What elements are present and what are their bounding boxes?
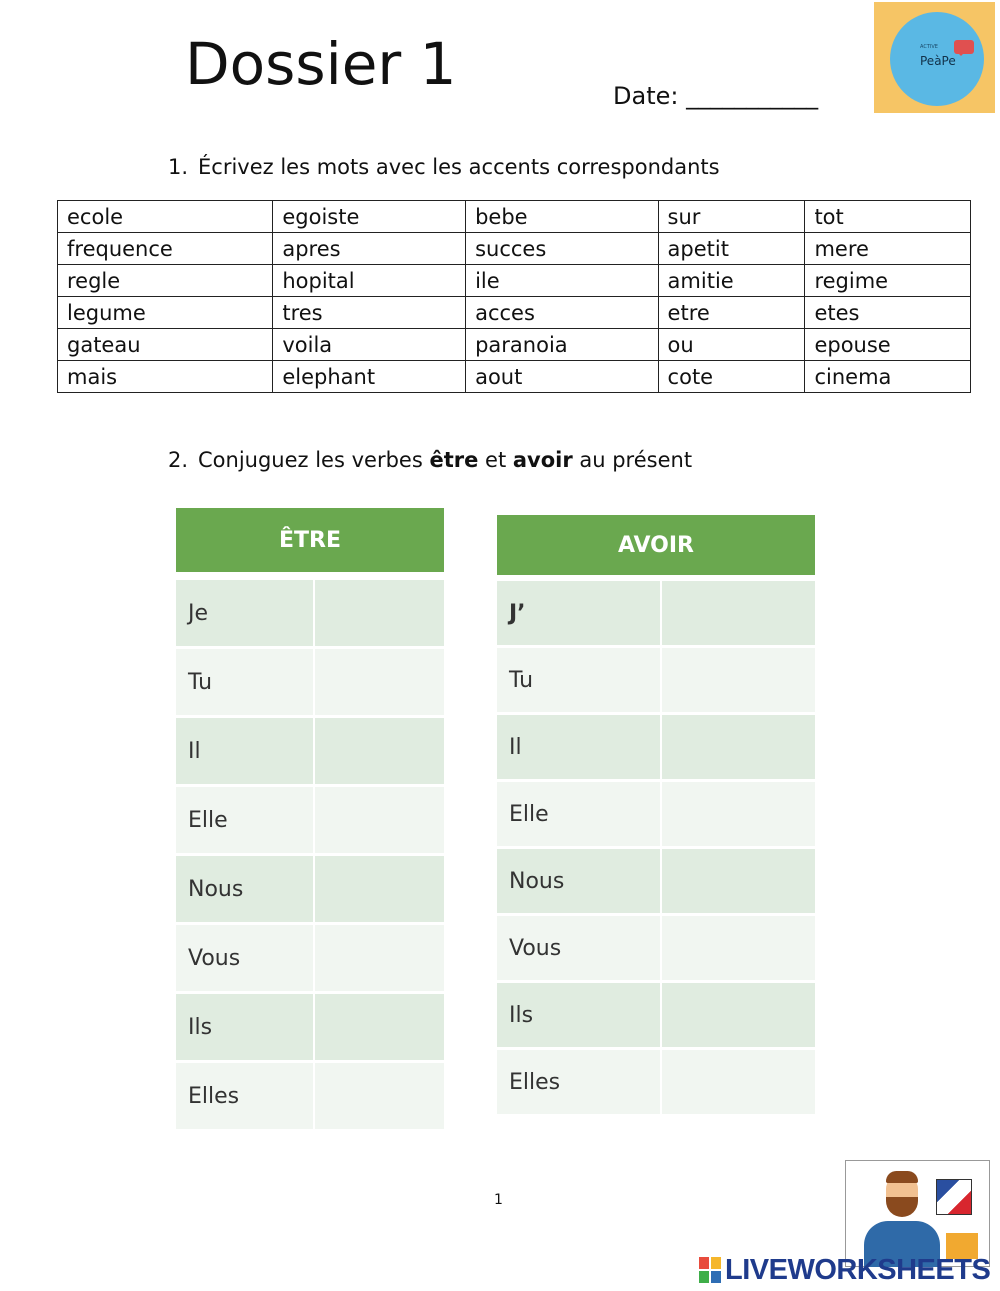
question-1 <box>168 155 720 179</box>
word-cell[interactable]: egoiste <box>273 201 466 233</box>
table-row <box>58 233 971 265</box>
question-2-text-middle: et <box>478 448 513 472</box>
avoir-answer-field[interactable] <box>660 849 815 916</box>
etre-row <box>176 787 444 856</box>
table-row <box>58 265 971 297</box>
avoir-answer-field[interactable] <box>660 916 815 983</box>
avoir-row <box>497 648 815 715</box>
word-cell[interactable]: succes <box>466 233 658 265</box>
avoir-pronoun: Ils <box>497 983 660 1050</box>
word-cell[interactable]: regle <box>58 265 273 297</box>
verb-avoir: avoir <box>512 448 573 472</box>
avoir-pronoun: J’ <box>497 581 660 648</box>
word-cell[interactable]: legume <box>58 297 273 329</box>
word-cell[interactable]: ile <box>466 265 658 297</box>
logo-name: PeàPe <box>920 54 956 68</box>
etre-pronoun: Nous <box>176 856 313 925</box>
word-cell[interactable]: apetit <box>658 233 805 265</box>
flag-icon <box>936 1179 972 1215</box>
avoir-row <box>497 782 815 849</box>
logo-small-text: ACTIVE <box>920 44 938 50</box>
etre-pronoun: Tu <box>176 649 313 718</box>
word-cell[interactable]: frequence <box>58 233 273 265</box>
liveworksheets-wordmark: LIVEWORKSHEETS <box>725 1253 991 1286</box>
etre-row <box>176 994 444 1063</box>
etre-answer-field[interactable] <box>313 994 444 1063</box>
etre-conjugation-table <box>176 508 444 1132</box>
etre-answer-field[interactable] <box>313 580 444 649</box>
word-cell[interactable]: cote <box>658 361 805 393</box>
question-1-number: 1. <box>168 155 189 179</box>
avoir-answer-field[interactable] <box>660 648 815 715</box>
etre-pronoun: Elles <box>176 1063 313 1132</box>
etre-answer-field[interactable] <box>313 649 444 718</box>
etre-pronoun: Elle <box>176 787 313 856</box>
etre-answer-field[interactable] <box>313 1063 444 1132</box>
teacher-hair <box>886 1171 918 1183</box>
word-cell[interactable]: regime <box>805 265 971 297</box>
avoir-answer-field[interactable] <box>660 715 815 782</box>
liveworksheets-logo-icon <box>699 1257 721 1283</box>
etre-row <box>176 1063 444 1132</box>
page-number: 1 <box>494 1192 503 1208</box>
question-2-text-after: au présent <box>572 448 693 472</box>
avoir-conjugation-table <box>497 515 815 1117</box>
avoir-answer-field[interactable] <box>660 983 815 1050</box>
etre-answer-field[interactable] <box>313 787 444 856</box>
liveworksheets-brand <box>699 1255 990 1285</box>
etre-pronoun: Il <box>176 718 313 787</box>
word-cell[interactable]: amitie <box>658 265 805 297</box>
avoir-pronoun: Vous <box>497 916 660 983</box>
word-cell[interactable]: acces <box>466 297 658 329</box>
avoir-pronoun: Elle <box>497 782 660 849</box>
word-cell[interactable]: mais <box>58 361 273 393</box>
word-cell[interactable]: gateau <box>58 329 273 361</box>
word-cell[interactable]: voila <box>273 329 466 361</box>
teacher-beard <box>886 1197 918 1217</box>
word-cell[interactable]: bebe <box>466 201 658 233</box>
avoir-row <box>497 1050 815 1117</box>
verb-etre: être <box>429 448 479 472</box>
question-2 <box>168 448 692 472</box>
avoir-row <box>497 983 815 1050</box>
avoir-answer-field[interactable] <box>660 782 815 849</box>
avoir-row <box>497 849 815 916</box>
avoir-header: AVOIR <box>497 515 815 581</box>
etre-pronoun: Ils <box>176 994 313 1063</box>
table-row <box>58 329 971 361</box>
table-row <box>58 361 971 393</box>
word-cell[interactable]: tot <box>805 201 971 233</box>
etre-answer-field[interactable] <box>313 856 444 925</box>
word-cell[interactable]: etre <box>658 297 805 329</box>
avoir-answer-field[interactable] <box>660 581 815 648</box>
word-cell[interactable]: mere <box>805 233 971 265</box>
word-cell[interactable]: sur <box>658 201 805 233</box>
etre-row <box>176 580 444 649</box>
word-cell[interactable]: apres <box>273 233 466 265</box>
etre-answer-field[interactable] <box>313 925 444 994</box>
word-cell[interactable]: aout <box>466 361 658 393</box>
avoir-row <box>497 581 815 648</box>
question-1-text: Écrivez les mots avec les accents correspondants <box>198 155 720 179</box>
etre-row <box>176 718 444 787</box>
teacher-with-flag-icon <box>845 1160 990 1267</box>
table-row <box>58 297 971 329</box>
etre-answer-field[interactable] <box>313 718 444 787</box>
avoir-answer-field[interactable] <box>660 1050 815 1117</box>
accent-words-table <box>57 200 971 393</box>
etre-pronoun: Je <box>176 580 313 649</box>
word-cell[interactable]: cinema <box>805 361 971 393</box>
date-field: Date: ___________ <box>613 82 819 110</box>
question-2-text-before: Conjuguez les verbes <box>198 448 430 472</box>
question-2-number: 2. <box>168 448 189 472</box>
table-row <box>58 201 971 233</box>
word-cell[interactable]: tres <box>273 297 466 329</box>
avoir-pronoun: Tu <box>497 648 660 715</box>
etre-header: ÊTRE <box>176 508 444 580</box>
etre-pronoun: Vous <box>176 925 313 994</box>
chat-bubble-icon <box>954 40 974 54</box>
word-cell[interactable]: ou <box>658 329 805 361</box>
avoir-pronoun: Il <box>497 715 660 782</box>
word-cell[interactable]: elephant <box>273 361 466 393</box>
etre-row <box>176 856 444 925</box>
word-cell[interactable]: epouse <box>805 329 971 361</box>
avoir-pronoun: Elles <box>497 1050 660 1117</box>
avoir-row <box>497 715 815 782</box>
word-cell[interactable]: paranoia <box>466 329 658 361</box>
etre-row <box>176 925 444 994</box>
word-cell[interactable]: etes <box>805 297 971 329</box>
word-cell[interactable]: hopital <box>273 265 466 297</box>
word-cell[interactable]: ecole <box>58 201 273 233</box>
peape-logo <box>874 2 995 113</box>
avoir-row <box>497 916 815 983</box>
etre-row <box>176 649 444 718</box>
page-title: Dossier 1 <box>185 30 457 98</box>
avoir-pronoun: Nous <box>497 849 660 916</box>
